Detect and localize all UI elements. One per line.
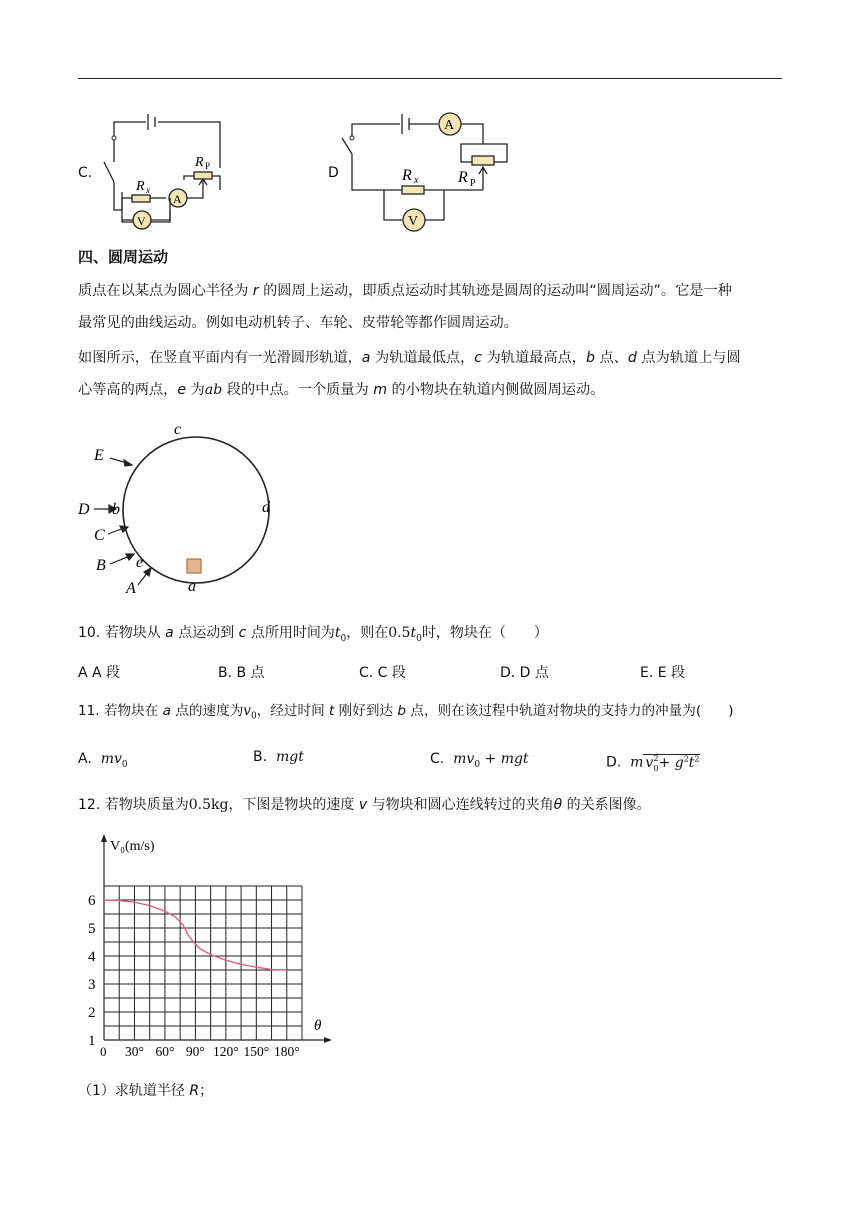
x-axis-label: θ [314,1018,322,1034]
q10-option-e[interactable]: E. E 段 [640,665,686,681]
setup-line-1: 如图所示，在竖直平面内有一光滑圆形轨道，a 为轨道最低点，c 为轨道最高点，b 点、d 点为轨道上与圆 [78,350,741,366]
ammeter-c: A [173,192,182,206]
q10-option-d[interactable]: D. D 点 [500,665,549,681]
y-tick-label: 2 [88,1005,96,1021]
y-axis-label: V₀(m/s) [110,839,155,854]
y-axis-arrow [101,834,107,842]
option-c-label: C. [78,165,93,181]
chart-grid [104,886,302,1040]
y-tick-label: 1 [88,1033,96,1049]
point-c-label: c [174,421,182,438]
y-tick-label: 5 [88,921,96,937]
q10-option-c[interactable]: C. C 段 [359,665,406,681]
q10-option-b[interactable]: B. B 点 [218,665,265,681]
rp-sub-c: P [205,161,211,171]
q11-option-d[interactable]: D. m $v_0^2+ g^2t^2$ [606,754,700,773]
point-a-label: a [188,578,196,595]
intro-line-1: 质点在以某点为圆心半径为 r 的圆周上运动，即质点运动时其轨迹是圆周的运动叫“圆周运动”。它是一种 [78,283,732,299]
ammeter-d: A [444,118,455,133]
segment-D-label: D [78,501,90,518]
segment-A-label: A [126,580,136,597]
y-tick-label: 6 [88,893,96,909]
option-d-label: D [328,165,339,181]
x-tick-label: 90° [185,1044,205,1059]
chart-ticks [88,893,300,1059]
voltmeter-d: V [408,214,419,229]
x-tick-label: 180° [273,1044,300,1059]
q10-option-a[interactable]: A A 段 [78,665,121,681]
rx-sub-d: x [414,175,419,186]
point-b-label: b [112,501,120,518]
circuit-d-diagram [340,108,520,236]
header-rule [78,78,782,79]
rp-label-d: R [458,169,468,186]
voltmeter-c: V [137,214,146,228]
segment-C-label: C [94,527,105,544]
x-axis-arrow [324,1037,332,1043]
x-tick-label: 30° [125,1044,144,1059]
segment-E-label: E [94,447,104,464]
question-12: 12. 若物块质量为0.5kg，下图是物块的速度 v 与物块和圆心连线转过的夹角θ 的关系图像。 [78,797,651,813]
y-tick-label: 4 [88,949,96,965]
origin-label: 0 [100,1044,107,1059]
setup-line-2: 心等高的两点，e 为ab 段的中点。一个质量为 m 的小物块在轨道内侧做圆周运动。 [78,382,605,398]
q12-sub-1: （1）求轨道半径 R； [78,1083,214,1099]
section-heading: 四、圆周运动 [78,248,169,266]
block [187,559,201,573]
point-e-label: e [136,554,144,571]
circuit-c-diagram [96,110,236,235]
segment-B-label: B [96,557,106,574]
question-11: 11. 若物块在 a 点的速度为$v_0$，经过时间 t 刚好到达 b 点，则在该过程中轨道对物块的支持力的冲量为( ) [78,703,734,722]
intro-line-2: 最常见的曲线运动。例如电动机转子、车轮、皮带轮等都作圆周运动。 [78,315,518,331]
rp-label-c: R [195,155,204,170]
rx-sub-c: x [146,185,150,195]
point-d-label: d [262,499,270,516]
x-tick-label: 60° [155,1044,175,1059]
circular-track-figure [76,416,296,606]
rx-label-d: R [402,167,412,184]
q11-option-a[interactable]: A. $mv_0$ [78,751,128,770]
rx-label-c: R [136,179,145,194]
velocity-angle-chart [80,830,340,1060]
rp-sub-d: P [470,178,476,189]
x-tick-label: 120° [213,1044,239,1059]
y-tick-label: 3 [88,977,96,993]
q11-option-b[interactable]: B. mgt [253,749,304,765]
question-10: 10. 若物块从 a 点运动到 c 点所用时间为$t_0$，则在$0.5t_0$时，物块在（ ） [78,625,548,644]
q11-option-c[interactable]: C. $mv_0$ + mgt [430,751,529,770]
x-tick-label: 150° [243,1044,270,1059]
